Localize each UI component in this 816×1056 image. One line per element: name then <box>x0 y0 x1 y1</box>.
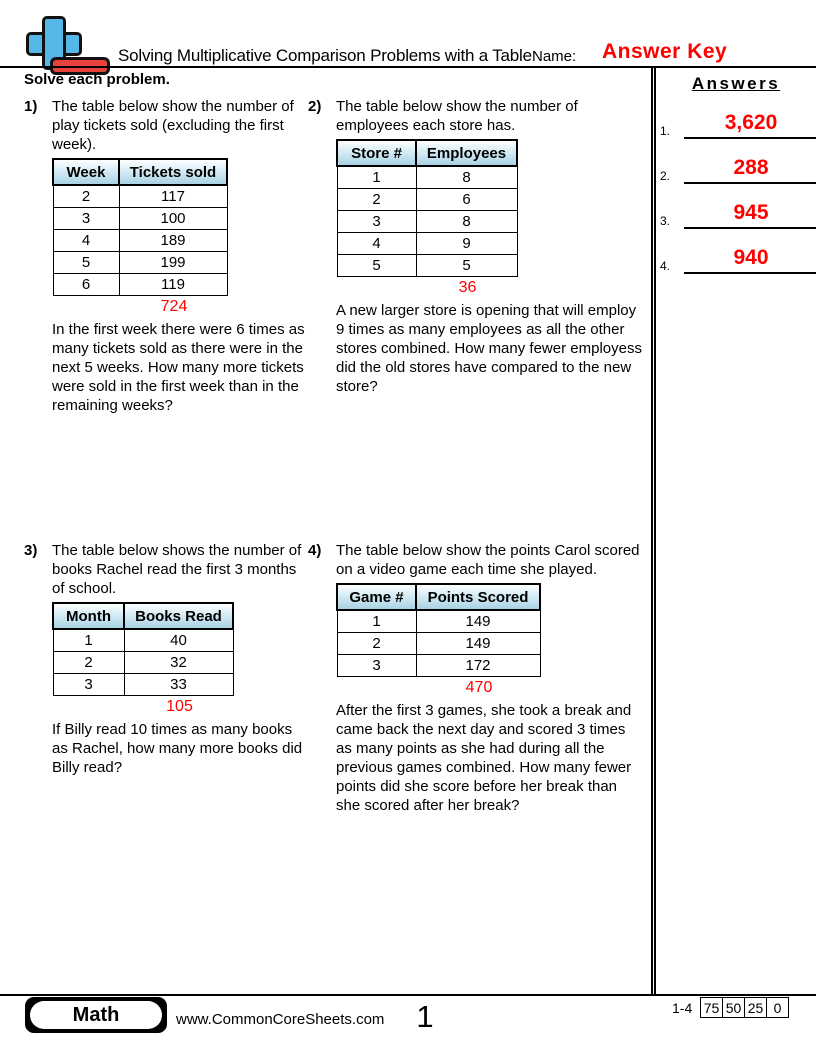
problem-question: If Billy read 10 times as many books as Rachel, how many more books did Billy read? <box>52 720 303 776</box>
table-cell: 1 <box>337 610 416 632</box>
table-cell: 119 <box>119 273 227 295</box>
table-row <box>337 210 517 232</box>
table-row <box>53 229 227 251</box>
table-cell: 5 <box>337 254 416 276</box>
answer-label: 4. <box>660 259 671 273</box>
table-cell: 6 <box>53 273 119 295</box>
table-row <box>53 629 233 651</box>
table-cell: 4 <box>53 229 119 251</box>
problem-1 <box>24 97 310 415</box>
table-cell: 8 <box>416 166 517 188</box>
work-annotation: 724 <box>160 297 188 315</box>
problem-2 <box>308 97 642 396</box>
score-cell: 50 <box>722 997 745 1018</box>
table-header-cell: Game # <box>337 584 416 610</box>
work-annotation: 36 <box>458 278 477 296</box>
table-row <box>53 273 227 295</box>
problem-body <box>336 97 642 396</box>
problem-range-label: 1-4 <box>672 1000 693 1016</box>
table-cell: 3 <box>337 654 416 676</box>
table-header-cell: Tickets sold <box>119 159 227 185</box>
answer-value: 3,620 <box>684 111 816 139</box>
table-row <box>337 632 540 654</box>
answer-row-4 <box>660 246 816 274</box>
table-cell: 3 <box>53 673 124 695</box>
table-cell: 2 <box>337 632 416 654</box>
table-row <box>337 654 540 676</box>
data-table <box>52 158 228 296</box>
table-cell: 9 <box>416 232 517 254</box>
table-cell: 4 <box>337 232 416 254</box>
problem-body <box>52 541 310 777</box>
table-row <box>53 251 227 273</box>
table-header-cell: Week <box>53 159 119 185</box>
commoncoresheets-logo <box>26 14 116 74</box>
table-cell: 3 <box>337 210 416 232</box>
answer-key-text: Answer Key <box>602 40 728 63</box>
problem-3 <box>24 541 310 777</box>
problem-intro: The table below shows the number of books Rachel read the first 3 months of school. <box>52 542 302 597</box>
table-row <box>53 207 227 229</box>
score-cell: 0 <box>766 997 789 1018</box>
table-cell: 149 <box>416 632 540 654</box>
table-cell: 40 <box>124 629 233 651</box>
score-cell: 75 <box>700 997 723 1018</box>
footer-divider <box>0 994 816 996</box>
answer-value: 288 <box>684 156 816 184</box>
table-header-cell: Employees <box>416 140 517 166</box>
table-header-cell: Store # <box>337 140 416 166</box>
subject-badge-label: Math <box>30 1001 162 1029</box>
problem-question: After the first 3 games, she took a break and came back the next day and scored 3 times as many points as she had during all the previous games combined. How many fewer points did she score before her break than she scored after her break? <box>336 701 632 814</box>
table-header-cell: Books Read <box>124 603 233 629</box>
problem-number: 2) <box>308 98 322 115</box>
table-row <box>337 166 517 188</box>
work-annotation: 470 <box>465 678 493 696</box>
score-strip <box>700 997 789 1018</box>
answer-row-1 <box>660 111 816 139</box>
answers-heading: Answers <box>691 74 781 93</box>
score-cell: 25 <box>744 997 767 1018</box>
table-header-cell: Month <box>53 603 124 629</box>
data-table <box>52 602 234 696</box>
table-cell: 2 <box>337 188 416 210</box>
table-header-cell: Points Scored <box>416 584 540 610</box>
table-cell: 149 <box>416 610 540 632</box>
data-table <box>336 139 518 277</box>
answer-row-3 <box>660 201 816 229</box>
table-cell: 32 <box>124 651 233 673</box>
table-cell: 1 <box>337 166 416 188</box>
worksheet-title: Solving Multiplicative Comparison Problems with a Table <box>118 46 532 65</box>
table-row <box>337 610 540 632</box>
answer-label: 3. <box>660 214 671 228</box>
table-cell: 3 <box>53 207 119 229</box>
table-row <box>337 232 517 254</box>
problem-question: In the first week there were 6 times as many tickets sold as there were in the next 5 weeks. How many more tickets were sold in the first week than in the remaining weeks? <box>52 320 305 414</box>
answers-column <box>651 67 816 994</box>
problem-4 <box>308 541 642 815</box>
website-url: www.CommonCoreSheets.com <box>176 1011 385 1028</box>
answer-label: 2. <box>660 169 671 183</box>
table-cell: 1 <box>53 629 124 651</box>
table-cell: 5 <box>53 251 119 273</box>
table-row <box>337 188 517 210</box>
table-cell: 8 <box>416 210 517 232</box>
problem-intro: The table below show the number of employees each store has. <box>336 98 578 134</box>
table-cell: 2 <box>53 651 124 673</box>
table-cell: 199 <box>119 251 227 273</box>
problem-intro: The table below show the points Carol scored on a video game each time she played. <box>336 542 640 578</box>
problem-number: 3) <box>24 542 38 559</box>
table-row <box>337 254 517 276</box>
data-table <box>336 583 541 677</box>
problem-body <box>52 97 310 415</box>
plus-icon <box>45 35 63 53</box>
instruction-text: Solve each problem. <box>24 71 170 88</box>
table-cell: 172 <box>416 654 540 676</box>
name-label: Name: <box>532 48 577 65</box>
table-cell: 117 <box>119 185 227 207</box>
problem-number: 1) <box>24 98 38 115</box>
problem-question: A new larger store is opening that will employ 9 times as many employees as all the other stores combined. How many fewer employess did the old stores have compared to the new store? <box>336 301 642 395</box>
table-row <box>53 673 233 695</box>
page-number: 1 <box>416 999 434 1034</box>
table-cell: 2 <box>53 185 119 207</box>
table-cell: 33 <box>124 673 233 695</box>
table-cell: 100 <box>119 207 227 229</box>
problem-intro: The table below show the number of play tickets sold (excluding the first week). <box>52 98 294 153</box>
problem-body <box>336 541 642 815</box>
answer-label: 1. <box>660 124 671 138</box>
table-cell: 189 <box>119 229 227 251</box>
work-annotation: 105 <box>166 697 193 715</box>
table-row <box>53 185 227 207</box>
problem-number: 4) <box>308 542 322 559</box>
answer-row-2 <box>660 156 816 184</box>
answer-value: 940 <box>684 246 816 274</box>
table-cell: 5 <box>416 254 517 276</box>
answer-value: 945 <box>684 201 816 229</box>
table-row <box>53 651 233 673</box>
table-cell: 6 <box>416 188 517 210</box>
